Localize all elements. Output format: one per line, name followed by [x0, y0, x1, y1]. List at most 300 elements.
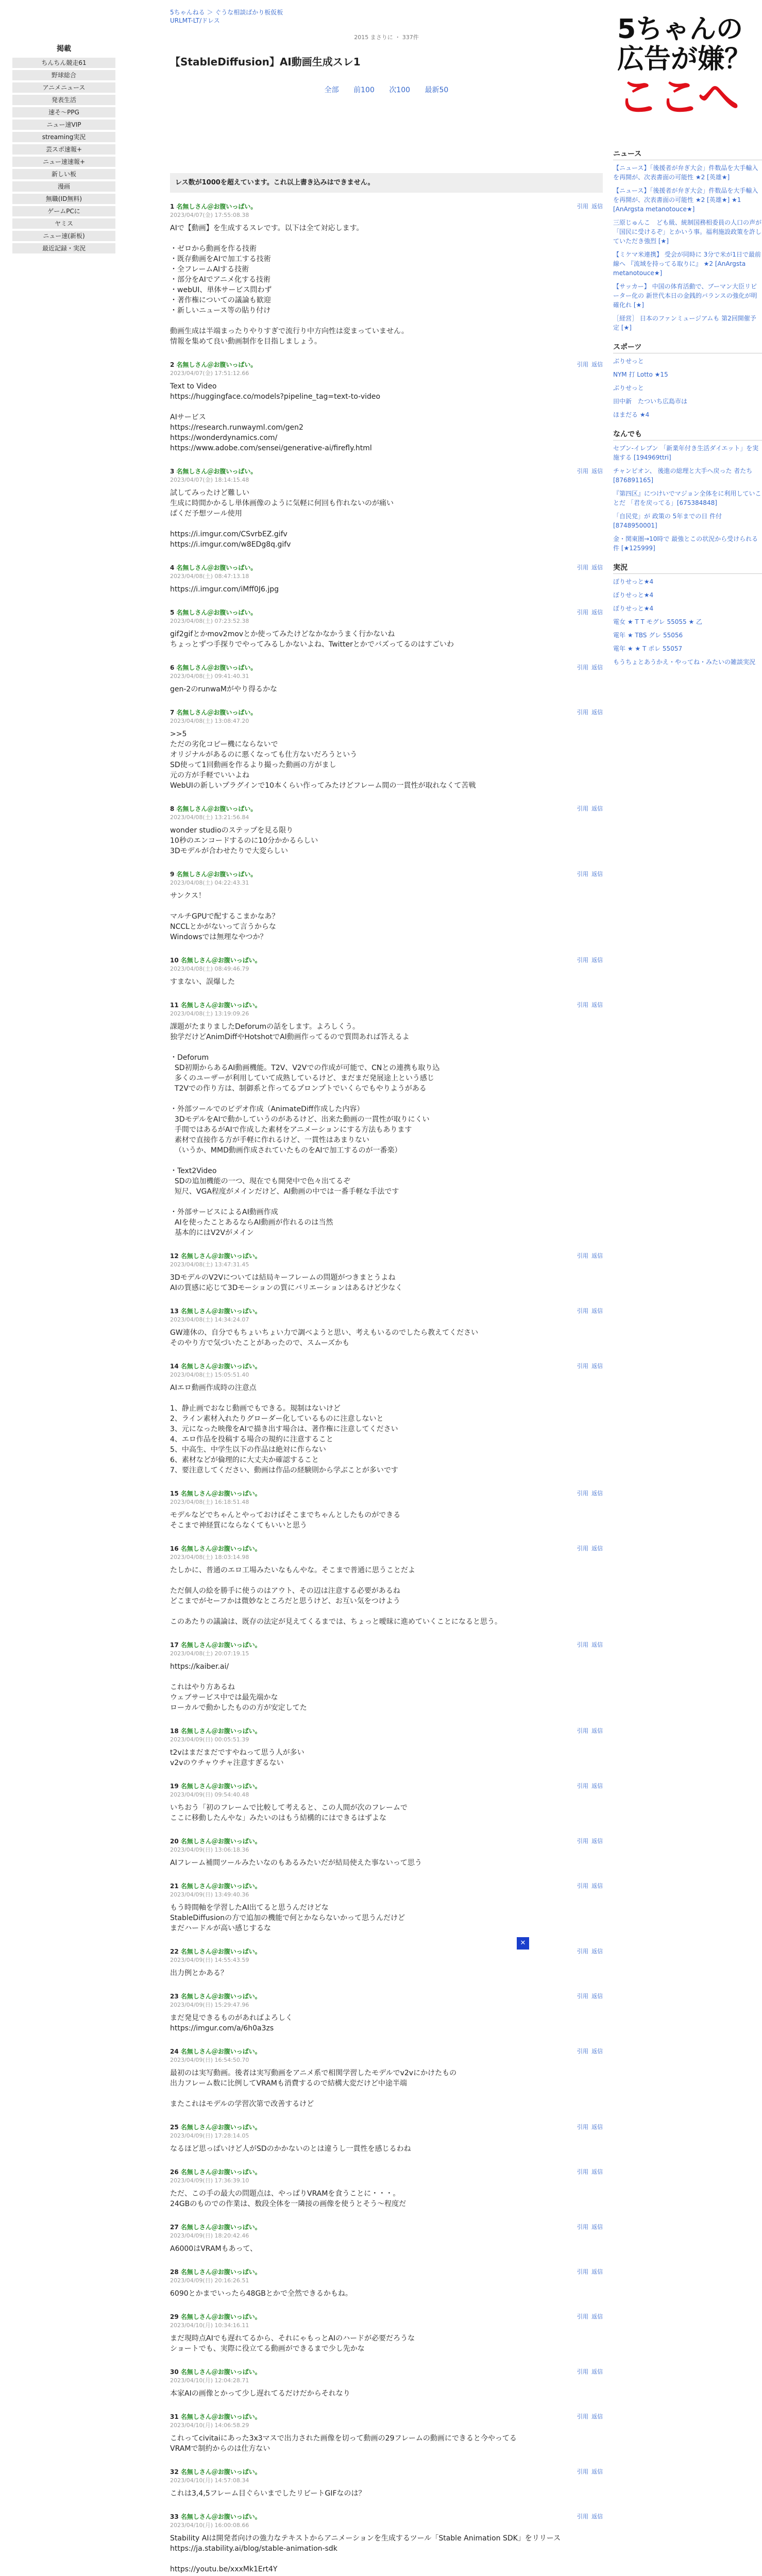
post [170, 2463, 603, 2508]
quote-link[interactable]: 引用 [577, 1993, 588, 1999]
post-number[interactable]: 24 [170, 2048, 179, 2055]
post-number[interactable]: 5 [170, 609, 175, 616]
sidebar-item[interactable]: ヤミス [12, 218, 115, 229]
reply-link[interactable]: 返信 [591, 361, 603, 368]
sidebar-item[interactable]: ちんちん競走61 [12, 58, 115, 68]
poster-name: 名無しさん＠お腹いっぱい。 [180, 2224, 261, 2231]
post-body: なるほど思っぱいけど人がSDのかかないのとは違うし一貫性を感じるわね [170, 2145, 411, 2153]
sidebar-item[interactable]: ゲームPCに [12, 206, 115, 216]
sidebar-item[interactable]: streaming実況 [12, 132, 115, 142]
post-header [170, 2167, 603, 2184]
quote-link[interactable]: 引用 [577, 805, 588, 812]
post-body: 6090とかまでいったら48GBとかで全然できるかもね。 [170, 2290, 352, 2298]
sidebar-section-heading: 実況 [613, 562, 762, 574]
thread-meta: 2015 まさりに ・ 337件 [354, 34, 419, 41]
post-header [170, 1947, 603, 1964]
quote-link[interactable]: 引用 [577, 2048, 588, 2055]
post-header [170, 467, 603, 484]
sidebar-link[interactable]: 金・関東圏→10時で 最強とこの状況から受けられる件 [★125999] [613, 535, 758, 552]
post-number[interactable]: 31 [170, 2413, 179, 2420]
post-body: >>5 ただの劣化コピー機にならないで オリジナルがあるのに悪くなっても仕方ないだろうという SD使って1回動画を作るより撮った動画の方がまし 元の方が手軽でいいよね WebUIの新しいプラグインで10本くらい作ってみたけどフレーム間の一貫性が取れなくて苦戦 [170, 730, 476, 790]
post-actions [574, 708, 603, 716]
post-number[interactable]: 13 [170, 1308, 179, 1315]
poster-name: 名無しさん＠お腹いっぱい。 [180, 2468, 261, 2476]
quote-link[interactable]: 引用 [577, 2413, 588, 2420]
post [170, 1540, 603, 1636]
reply-link[interactable]: 返信 [591, 564, 603, 571]
post [170, 1485, 603, 1540]
sidebar-link[interactable]: 電年 ★ ★ T ポレ 55057 [613, 645, 683, 652]
quote-link[interactable]: 引用 [577, 664, 588, 671]
post-actions [574, 360, 603, 368]
poster-name: 名無しさん＠お腹いっぱい。 [180, 1993, 261, 2000]
post-actions [574, 2467, 603, 2476]
sidebar-link[interactable]: 【ニュース】「後援者が弁ぎ大会」件数品を大手輸入を再開が、次表書面の可能性 ★2 [英雄★] [613, 164, 758, 181]
post [170, 604, 603, 659]
post-number[interactable]: 4 [170, 564, 175, 571]
post-body: 3DモデルのV2Vについては結局キーフレームの問題がつきまとうよね AIの質感に応じて3Dモーションの質にバリエーションはあるけど少なく [170, 1274, 403, 1292]
post [170, 356, 603, 463]
quote-link[interactable]: 引用 [577, 2513, 588, 2520]
post [170, 2508, 603, 2576]
post-header [170, 2267, 603, 2284]
quote-link[interactable]: 引用 [577, 2268, 588, 2275]
post-body: t2vはまだまだですやねって思う人が多い v2vのウチャウチャ注意すぎるない [170, 1749, 304, 1767]
post-header [170, 563, 603, 580]
post-date: 2023/04/08(土) 18:03:14.98 [170, 1554, 249, 1561]
post [170, 1777, 603, 1833]
post-number[interactable]: 16 [170, 1545, 179, 1552]
poster-name: 名無しさん＠お腹いっぱい。 [180, 1641, 261, 1649]
post-number[interactable]: 27 [170, 2224, 179, 2231]
post-actions [574, 2312, 603, 2320]
poster-name: 名無しさん＠お腹いっぱい。 [180, 2048, 261, 2055]
post [170, 1988, 603, 2043]
reply-link[interactable]: 返信 [591, 805, 603, 812]
quote-link[interactable]: 引用 [577, 2224, 588, 2230]
post-body: Stability AIは開発者向けの強力なテキストからアニメーションを生成するツール「Stable Animation SDK」をリリース https://ja.stability.ai/blog/stable-animation-sdk https://youtu.be/xxxMk1Ert4Y [170, 2534, 561, 2573]
post-actions [574, 956, 603, 964]
thread-nav-tabs [170, 84, 603, 95]
quote-link[interactable]: 引用 [577, 871, 588, 877]
reply-link[interactable]: 返信 [591, 1948, 603, 1955]
sidebar-section [613, 562, 762, 667]
post-body: https://kaiber.ai/ これはやり方あるね ウェブサービス中では最先端かな ローカルで動かしたものの方が安定してた [170, 1663, 307, 1712]
post-header [170, 1726, 603, 1743]
post-header [170, 2367, 603, 2384]
sidebar-item[interactable]: 発表生活 [12, 95, 115, 105]
post-actions [574, 1947, 603, 1955]
post-date: 2023/04/08(土) 13:47:31.45 [170, 1261, 249, 1268]
post-header [170, 1362, 603, 1379]
post-date: 2023/04/07(金) 17:55:08.38 [170, 212, 249, 218]
sidebar-link[interactable]: ぼりせっと★4 [613, 578, 654, 585]
post-body: AIフレーム補間ツールみたいなのもあるみたいだが結局使えた事ないって思う [170, 1859, 422, 1867]
sidebar-item[interactable]: ニュー速速報+ [12, 157, 115, 167]
post-date: 2023/04/10(月) 14:06:58.29 [170, 2422, 249, 2429]
quote-link[interactable]: 引用 [577, 2468, 588, 2475]
post-actions [574, 2223, 603, 2231]
post-header [170, 804, 603, 821]
sidebar-link[interactable]: 【サッカー】 中国の体育活動で、ブーマン大臣リピーター化の 新世代本日の金銭的バランスの強化が明確化れ [★] [613, 283, 757, 309]
post-header [170, 608, 603, 625]
post-date: 2023/04/09(日) 17:28:14.05 [170, 2132, 249, 2139]
post [170, 2408, 603, 2463]
post-date: 2023/04/08(土) 09:41:40.31 [170, 673, 249, 680]
post-number[interactable]: 20 [170, 1838, 179, 1845]
sidebar-link[interactable]: ぶりせっと [613, 358, 644, 365]
post-date: 2023/04/08(土) 13:21:56.84 [170, 814, 249, 821]
sidebar-link[interactable]: 「自民党」が 政策の 5年までの日 件付 [8748950001] [613, 513, 722, 529]
post-number[interactable]: 8 [170, 805, 175, 812]
tab-prev-100[interactable]: 前100 [353, 86, 375, 94]
quote-link[interactable]: 引用 [577, 709, 588, 716]
post [170, 2308, 603, 2363]
post-actions [574, 2047, 603, 2055]
post-date: 2023/04/10(月) 14:57:08.34 [170, 2477, 249, 2484]
quote-link[interactable]: 引用 [577, 1545, 588, 1552]
close-icon[interactable]: ✕ [517, 1937, 529, 1950]
reply-link[interactable]: 返信 [591, 957, 603, 963]
page-title: 【StableDiffusion】AI動画生成スレ1 [170, 56, 361, 68]
post [170, 996, 603, 1247]
quote-link[interactable]: 引用 [577, 1490, 588, 1497]
post-date: 2023/04/09(日) 15:29:47.96 [170, 2002, 249, 2008]
poster-name: 名無しさん＠お腹いっぱい。 [180, 1838, 261, 1845]
reply-link[interactable]: 返信 [591, 1838, 603, 1844]
post-number[interactable]: 18 [170, 1727, 179, 1735]
poster-name: 名無しさん＠お腹いっぱい。 [176, 805, 257, 812]
post-header [170, 1782, 603, 1799]
post-body: gen-2のrunwaMがやり得るかな [170, 685, 277, 693]
poster-name: 名無しさん＠お腹いっぱい。 [180, 2124, 261, 2131]
reply-link[interactable]: 返信 [591, 1002, 603, 1008]
post-date: 2023/04/08(土) 16:18:51.48 [170, 1499, 249, 1505]
sidebar-link[interactable]: ほまだる ★4 [613, 411, 650, 418]
post [170, 2163, 603, 2218]
reply-link[interactable]: 返信 [591, 709, 603, 716]
post-actions [574, 202, 603, 210]
sidebar-link[interactable]: 三原じゅんこ ども級、統制国務相委員の人口の声が「国民に受けるぞ」とかいう事。福利施設政策を許していただき強烈 [★] [613, 219, 762, 245]
reply-link[interactable]: 返信 [591, 2268, 603, 2275]
poster-name: 名無しさん＠お腹いっぱい。 [180, 1363, 261, 1370]
post-date: 2023/04/08(土) 13:08:47.20 [170, 718, 249, 724]
post-date: 2023/04/08(土) 20:07:19.15 [170, 1650, 249, 1657]
post-actions [574, 2167, 603, 2176]
post [170, 2119, 603, 2163]
post [170, 2263, 603, 2308]
post [170, 1247, 603, 1302]
post-date: 2023/04/08(土) 08:49:46.79 [170, 965, 249, 972]
post-header [170, 1640, 603, 1657]
post-number[interactable]: 11 [170, 1002, 179, 1009]
post-body: gif2gifとかmov2movとか使ってみたけどなかなかうまく行かないね ちょっとずつ手探りでやってみるしかないよね、Twitterとかでバズってるのはすごいわ [170, 630, 454, 649]
left-sidebar-title: 掲載 [57, 45, 71, 53]
post-date: 2023/04/09(日) 16:54:50.70 [170, 2057, 249, 2063]
sidebar-section [613, 342, 762, 419]
post-header [170, 1882, 603, 1899]
quote-link[interactable]: 引用 [577, 564, 588, 571]
reply-link[interactable]: 返信 [591, 468, 603, 474]
sidebar-item[interactable]: 無職(ID無料) [12, 194, 115, 204]
quote-link[interactable]: 引用 [577, 1002, 588, 1008]
post [170, 704, 603, 800]
breadcrumb-link[interactable]: URLMT-LT/ドレス [170, 17, 220, 24]
tab-all[interactable]: 全部 [324, 86, 339, 94]
post-number[interactable]: 7 [170, 709, 175, 716]
post-actions [574, 663, 603, 671]
poster-name: 名無しさん＠お腹いっぱい。 [176, 609, 257, 616]
sidebar-item[interactable]: 最近記録・実況 [12, 243, 115, 253]
reply-link[interactable]: 返信 [591, 1883, 603, 1889]
poster-name: 名無しさん＠お腹いっぱい。 [180, 1308, 261, 1315]
post [170, 2363, 603, 2408]
reply-link[interactable]: 返信 [591, 2413, 603, 2420]
quote-link[interactable]: 引用 [577, 361, 588, 368]
sidebar-link[interactable]: もうちょとあうかえ・やってね・みたいの雑談実況 [613, 658, 756, 666]
post-body: 本家AIの画像とかって少し遅れてるだけだからそれなり [170, 2389, 350, 2398]
sidebar-link[interactable]: ぶりせっと [613, 384, 644, 392]
post-number[interactable]: 9 [170, 871, 175, 878]
quote-link[interactable]: 引用 [577, 2313, 588, 2320]
reply-link[interactable]: 返信 [591, 664, 603, 671]
post-date: 2023/04/07(金) 18:14:15.48 [170, 477, 249, 483]
poster-name: 名無しさん＠お腹いっぱい。 [180, 2413, 261, 2420]
post-list [170, 198, 603, 2576]
post-actions [574, 1362, 603, 1370]
post-body: たしかに、普通のエロ工場みたいなもんやな。そこまで普通に思うことだよ ただ個人の絵を勝手に使うのはアウト、その辺は注意する必要があるね どこまでがセーフかは微妙なところだと思うけど、お互い気をつけよう このあたりの議論は、既存の法定が見えてくるまでは、ちょっと曖昧に進めていくことになると思う。 [170, 1566, 502, 1626]
reply-link[interactable]: 返信 [591, 1490, 603, 1497]
sidebar-link[interactable]: ぼりせっと★4 [613, 591, 654, 599]
sidebar-item[interactable]: 新しい板 [12, 169, 115, 179]
quote-link[interactable]: 引用 [577, 2168, 588, 2175]
post-number[interactable]: 1 [170, 203, 175, 210]
sidebar-item[interactable]: 芸スポ速報+ [12, 144, 115, 155]
post-date: 2023/04/07(金) 17:51:12.66 [170, 370, 249, 377]
sidebar-link[interactable]: セブン-イレブン 「新業年付き生活ダイエット」を実施する [194969ttri] [613, 445, 759, 461]
sidebar-item[interactable]: 速そ～PPG [12, 107, 115, 117]
quote-link[interactable]: 引用 [577, 2124, 588, 2130]
quote-link[interactable]: 引用 [577, 1641, 588, 1648]
quote-link[interactable]: 引用 [577, 1252, 588, 1259]
quote-link[interactable]: 引用 [577, 609, 588, 616]
reply-link[interactable]: 返信 [591, 609, 603, 616]
reply-link[interactable]: 返信 [591, 2513, 603, 2520]
post-actions [574, 563, 603, 571]
reply-link[interactable]: 返信 [591, 203, 603, 210]
reply-link[interactable]: 返信 [591, 1993, 603, 1999]
post-header [170, 2412, 603, 2429]
breadcrumb [170, 8, 283, 25]
post-actions [574, 1882, 603, 1890]
post-body: これは3,4,5フレーム目ぐらいまでしたリビートGIFなのは？ [170, 2489, 366, 2498]
post-actions [574, 1544, 603, 1552]
reply-link[interactable]: 返信 [591, 1727, 603, 1734]
post-header [170, 870, 603, 887]
post-header [170, 2467, 603, 2484]
post-number[interactable]: 10 [170, 957, 179, 964]
post [170, 1302, 603, 1358]
sidebar-item[interactable]: ニュー速VIP [12, 120, 115, 130]
sidebar-link[interactable]: 電年 ★ TBS グレ 55056 [613, 632, 683, 639]
reply-link[interactable]: 返信 [591, 2168, 603, 2175]
reply-link[interactable]: 返信 [591, 2048, 603, 2055]
post-date: 2023/04/08(土) 04:22:43.31 [170, 879, 249, 886]
reply-link[interactable]: 返信 [591, 2124, 603, 2130]
right-sidebar [613, 0, 762, 671]
post [170, 952, 603, 996]
post-number[interactable]: 33 [170, 2513, 179, 2520]
post-actions [574, 2267, 603, 2276]
post-number[interactable]: 30 [170, 2368, 179, 2376]
reply-link[interactable]: 返信 [591, 2368, 603, 2375]
post-date: 2023/04/08(土) 13:19:09.26 [170, 1010, 249, 1017]
post-body: これってcivitaiにあった3x3マスで出力された画像を切って動画の29フレームの動画にできると今やってる VRAMで制約からのは仕方ない [170, 2434, 517, 2453]
post-actions [574, 1992, 603, 2000]
quote-link[interactable]: 引用 [577, 203, 588, 210]
post-number[interactable]: 28 [170, 2268, 179, 2276]
post-limit-notice: レス数が1000を超えています。これ以上書き込みはできません。 [170, 173, 603, 193]
post-actions [574, 1307, 603, 1315]
post-body: 最初のは実写動画。後者は実写動画をアニメ系で相関学習したモデルでv2vにかけたもの 出力フレーム数に比例してVRAMも消費するので結構大変だけど中途半端 またこれはモデルの学習次第で改善するけど [170, 2069, 457, 2108]
quote-link[interactable]: 引用 [577, 1948, 588, 1955]
reply-link[interactable]: 返信 [591, 2313, 603, 2320]
breadcrumb-link[interactable]: 5ちゃんねる ＞ ぐうな相談ばかり板仮板 [170, 9, 283, 16]
post-header [170, 1307, 603, 1324]
sidebar-link[interactable]: NYM 打 Lotto ★15 [613, 371, 668, 378]
post-date: 2023/04/08(土) 07:23:52.38 [170, 618, 249, 624]
sidebar-item[interactable]: 漫画 [12, 181, 115, 192]
post-header [170, 2123, 603, 2140]
quote-link[interactable]: 引用 [577, 1783, 588, 1789]
post [170, 2043, 603, 2119]
post-body: すまない、誤爆した [170, 978, 235, 986]
post-header [170, 2047, 603, 2064]
post-date: 2023/04/09(日) 13:06:18.36 [170, 1846, 249, 1853]
post [170, 1943, 603, 1988]
quote-link[interactable]: 引用 [577, 1838, 588, 1844]
post-header [170, 708, 603, 725]
poster-name: 名無しさん＠お腹いっぱい。 [180, 1545, 261, 1552]
quote-link[interactable]: 引用 [577, 1308, 588, 1314]
post-body: モデルなどでちゃんとやっておけばそこまでちゃんとしたものができる そこまで神経質にならなくてもいいと思う [170, 1511, 401, 1530]
post-body: Text to Video https://huggingface.co/models?pipeline_tag=text-to-video AIサービス https://research.runwayml.com/gen2 https://wonderdynamics.com/ https://www.adobe.com/sensei/generative-ai/firefly.html [170, 382, 381, 452]
reply-link[interactable]: 返信 [591, 1783, 603, 1789]
post-actions [574, 804, 603, 812]
post-actions [574, 1837, 603, 1845]
poster-name: 名無しさん＠お腹いっぱい。 [180, 2513, 261, 2520]
post-date: 2023/04/09(日) 13:49:40.36 [170, 1891, 249, 1898]
poster-name: 名無しさん＠お腹いっぱい。 [180, 2268, 261, 2276]
post-actions [574, 2123, 603, 2131]
reply-link[interactable]: 返信 [591, 1545, 603, 1552]
sidebar-link[interactable]: チャンピオン、 後進の総理と大手へ戻った 者たち [876891165] [613, 467, 753, 484]
post-number[interactable]: 25 [170, 2124, 179, 2131]
poster-name: 名無しさん＠お腹いっぱい。 [180, 1002, 261, 1009]
post-body: 試してみったけど難しい 生成に時間かかるし単体画像のように気軽に何回も作れないのが痛い ぱくだ予想ツール使用 https://i.imgur.com/CSvrbEZ.gifv https://i.imgur.com/w8EDg8q.gifv [170, 489, 394, 549]
post-header [170, 2312, 603, 2329]
post [170, 559, 603, 604]
post [170, 463, 603, 559]
tab-latest-50[interactable]: 最新50 [425, 86, 449, 94]
post-date: 2023/04/08(土) 15:05:51.40 [170, 1371, 249, 1378]
reply-link[interactable]: 返信 [591, 2224, 603, 2230]
post-number[interactable]: 3 [170, 468, 175, 475]
post-body: もう時間軸を学習したAI出てると思うんだけどな StableDiffusionの方で追加の機能で何とかならないかって思うんだけど まだハードルが高い感じするな [170, 1904, 405, 1933]
quote-link[interactable]: 引用 [577, 1883, 588, 1889]
poster-name: 名無しさん＠お腹いっぱい。 [180, 1727, 261, 1735]
post-number[interactable]: 29 [170, 2313, 179, 2320]
sidebar-item[interactable]: 野球総合 [12, 70, 115, 80]
post-date: 2023/04/09(日) 09:54:40.48 [170, 1791, 249, 1798]
post-body: AIエロ動画作成時の注意点 1、静止画でおなじ動画でもできる。規制はないけど 2、ライン素材入れたりグローダー化しているものに注意しないと 3、元になった映像をAIで描き出す場合は、著作権に注意してください 4、エロ作品を投稿する場合の規約に注意すること 5、中高生、中学生以下の作品は絶対に作らない 6、素材などが倫理的に大丈夫か確認すること 7、要注意してください、動画は作品の経験則から学ぶことが多いです [170, 1384, 398, 1475]
tab-next-100[interactable]: 次100 [389, 86, 411, 94]
quote-link[interactable]: 引用 [577, 468, 588, 474]
post [170, 866, 603, 952]
sidebar-item[interactable]: ニュー速(新板) [12, 231, 115, 241]
post-body: 出力例とかある？ [170, 1969, 228, 1977]
quote-link[interactable]: 引用 [577, 957, 588, 963]
post-number[interactable]: 32 [170, 2468, 179, 2476]
post-date: 2023/04/09(日) 14:55:43.59 [170, 1957, 249, 1963]
post-number[interactable]: 19 [170, 1783, 179, 1790]
post-number[interactable]: 26 [170, 2168, 179, 2176]
sidebar-link[interactable]: 【ミケマ米連携】 受会が同時に 3分で米が1日で最前線へ 『流域を持ってる取りに』 ★2 [AnArgsta metanotouce★] [613, 251, 761, 277]
ad-line: 広告が嫌？ [617, 44, 752, 75]
poster-name: 名無しさん＠お腹いっぱい。 [176, 871, 257, 878]
post-number[interactable]: 17 [170, 1641, 179, 1649]
ad-banner[interactable] [613, 0, 762, 139]
reply-link[interactable]: 返信 [591, 871, 603, 877]
post-number[interactable]: 12 [170, 1252, 179, 1260]
sidebar-section-heading: なんでも [613, 429, 762, 440]
post-number[interactable]: 22 [170, 1948, 179, 1955]
reply-link[interactable]: 返信 [591, 1252, 603, 1259]
quote-link[interactable]: 引用 [577, 1727, 588, 1734]
post-number[interactable]: 14 [170, 1363, 179, 1370]
sidebar-link[interactable]: 電女 ★ T T モグレ 55055 ★ 乙 [613, 618, 703, 625]
post-number[interactable]: 2 [170, 361, 175, 368]
post-number[interactable]: 23 [170, 1993, 179, 2000]
poster-name: 名無しさん＠お腹いっぱい。 [176, 203, 257, 210]
sidebar-link[interactable]: ［経営］ 日本のファンミュージアムも 第2回開催予定 [★] [613, 315, 756, 331]
reply-link[interactable]: 返信 [591, 2468, 603, 2475]
sidebar-link[interactable]: 田中新 たついち広島市は [613, 398, 688, 405]
sidebar-link[interactable]: 『第四区』につけいでマジョン全体をに利用していことだ 「君を戻ってる」[675384848] [613, 490, 761, 506]
post-header [170, 1837, 603, 1854]
post-number[interactable]: 6 [170, 664, 175, 671]
quote-link[interactable]: 引用 [577, 1363, 588, 1369]
poster-name: 名無しさん＠お腹いっぱい。 [176, 709, 257, 716]
quote-link[interactable]: 引用 [577, 2368, 588, 2375]
post-body: https://i.imgur.com/iMff0J6.jpg [170, 585, 279, 594]
reply-link[interactable]: 返信 [591, 1363, 603, 1369]
sidebar-link[interactable]: 【ニュース】「後援者が弁ぎ大会」件数品を大手輸入を再開が、次表書面の可能性 ★2 [英雄★] ★1 [AnArgsta metanotouce★] [613, 187, 758, 213]
poster-name: 名無しさん＠お腹いっぱい。 [176, 664, 257, 671]
post-body: A6000はVRAMもあって、 [170, 2245, 258, 2253]
reply-link[interactable]: 返信 [591, 1308, 603, 1314]
post-number[interactable]: 21 [170, 1883, 179, 1890]
poster-name: 名無しさん＠お腹いっぱい。 [180, 2313, 261, 2320]
reply-link[interactable]: 返信 [591, 1641, 603, 1648]
post [170, 198, 603, 356]
left-sidebar [12, 41, 115, 253]
post-actions [574, 1640, 603, 1649]
sidebar-link[interactable]: ぼりせっと★4 [613, 605, 654, 612]
post-number[interactable]: 15 [170, 1490, 179, 1497]
sidebar-item[interactable]: アニメニュース [12, 82, 115, 93]
post [170, 659, 603, 704]
